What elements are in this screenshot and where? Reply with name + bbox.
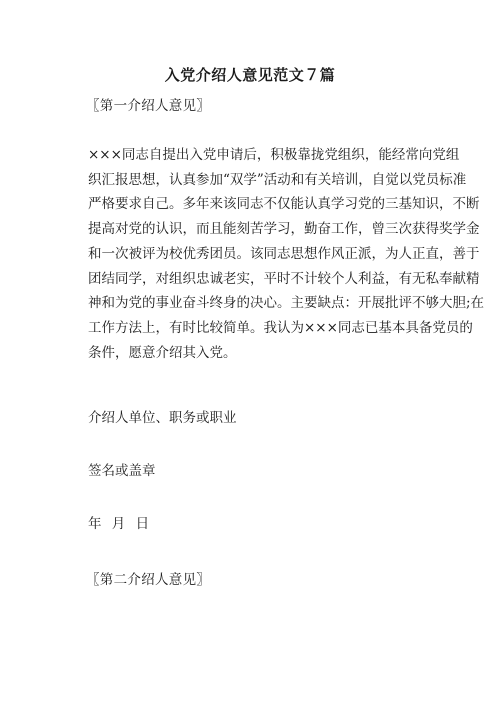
date-label: 年 月 日 bbox=[88, 516, 150, 532]
paragraph-line: 和一次被评为校优秀团员。该同志思想作风正派，为人正直，善于 bbox=[88, 245, 480, 262]
section-heading-second-introducer: 〖第二介绍人意见〗 bbox=[86, 572, 211, 588]
paragraph-line: 织汇报思想，认真参加“双学”活动和有关培训，自觉以党员标准 bbox=[88, 171, 467, 188]
document-title: 入党介绍人意见范文７篇 bbox=[164, 66, 336, 84]
paragraph-line: 条件，愿意介绍其入党。 bbox=[88, 344, 237, 361]
introducer-unit-label: 介绍人单位、职务或职业 bbox=[88, 410, 237, 426]
paragraph-line: 提高对党的认识，而且能刻苦学习，勤奋工作，曾三次获得奖学金 bbox=[88, 221, 480, 238]
paragraph-line: 严格要求自己。多年来该同志不仅能认真学习党的三基知识，不断 bbox=[88, 196, 480, 213]
section-heading-first-introducer: 〖第一介绍人意见〗 bbox=[86, 98, 211, 114]
paragraph-line: 工作方法上，有时比较简单。我认为×××同志已基本具备党员的 bbox=[88, 319, 473, 336]
paragraph-line: 团结同学，对组织忠诚老实，平时不计较个人利益，有无私奉献精 bbox=[88, 270, 480, 287]
paragraph-line: ×××同志自提出入党申请后，积极靠拢党组织，能经常向党组 bbox=[88, 147, 460, 163]
paragraph-line: 神和为党的事业奋斗终身的决心。主要缺点：开展批评不够大胆;在 bbox=[88, 295, 485, 312]
opinion-paragraph bbox=[88, 143, 485, 365]
signature-label: 签名或盖章 bbox=[88, 463, 156, 479]
